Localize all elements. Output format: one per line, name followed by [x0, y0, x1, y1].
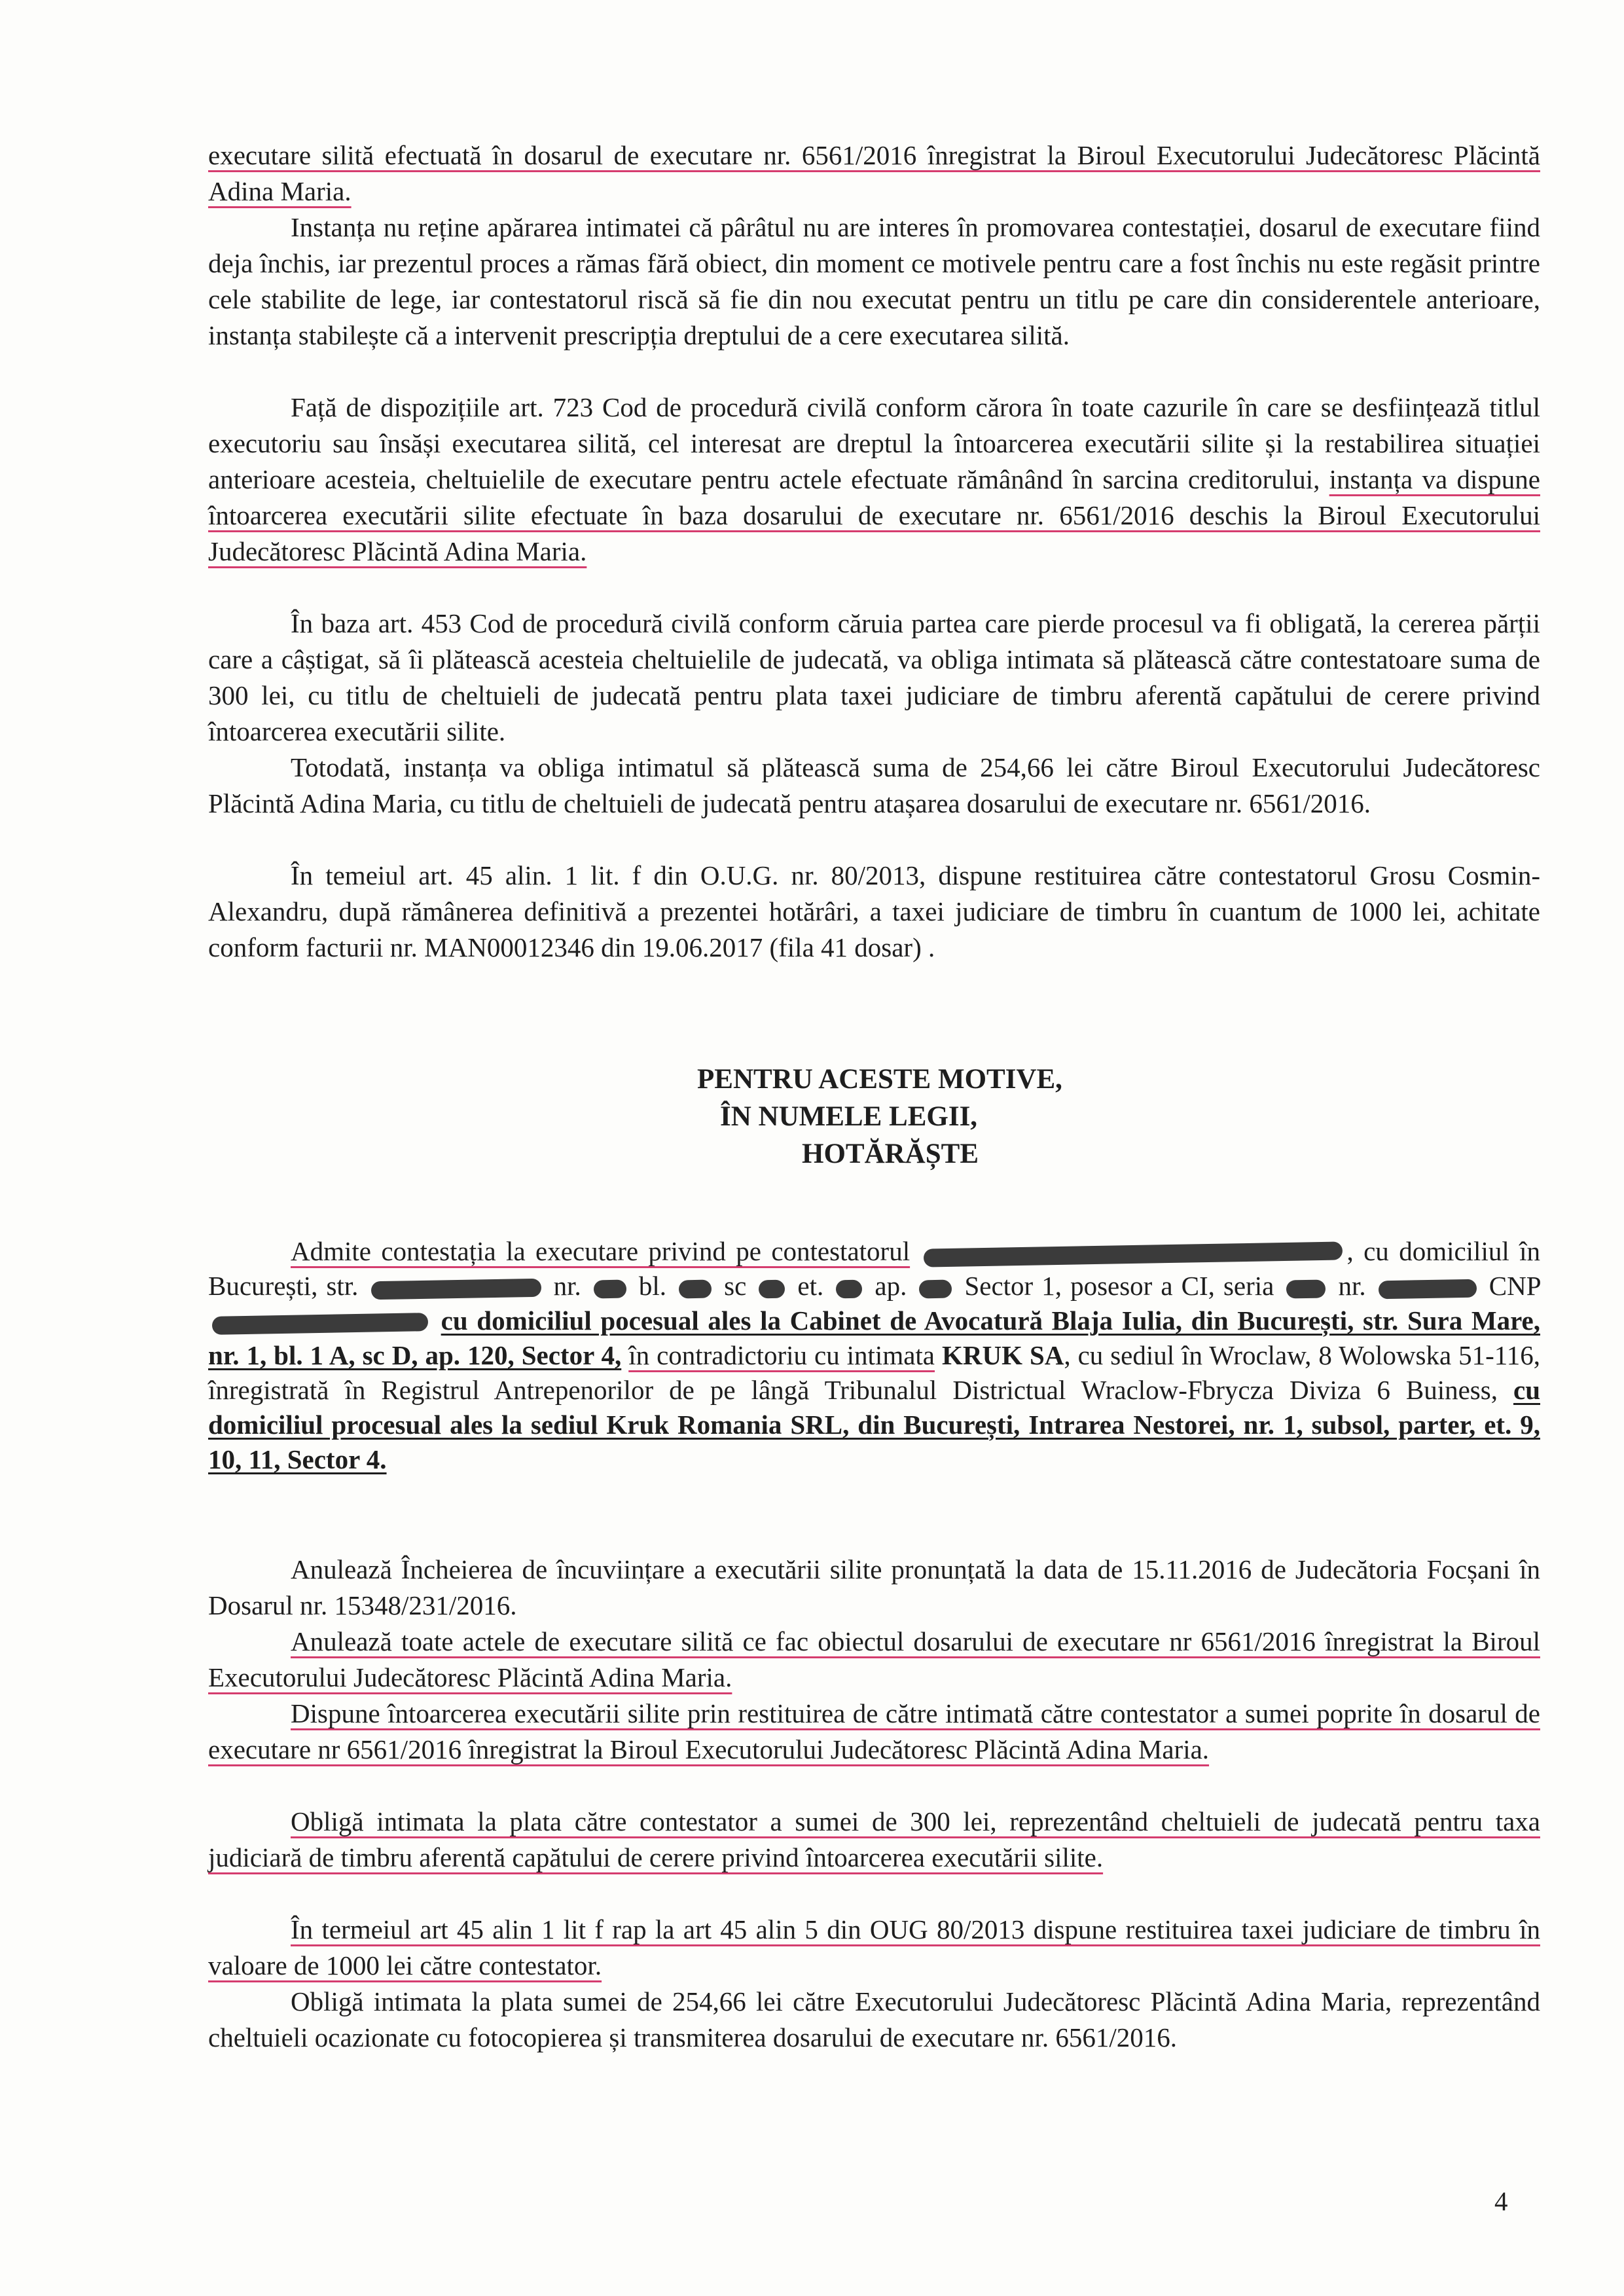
paragraph-art-723	[208, 390, 1540, 570]
redaction-cnp	[212, 1313, 428, 1335]
dispositive-obliga-254: Obligă intimata la plata sumei de 254,66 lei către Executorului Judecătoresc Plăcintă Adina Maria, reprezentând cheltuieli ocazionate cu fotocopierea și transmiterea dosarului de executare nr. 6561/2016.	[208, 1986, 1540, 2052]
paragraph-temeiul: În temeiul art. 45 alin. 1 lit. f din O.U.G. nr. 80/2013, dispune restituirea către contestatorul Grosu Cosmin-Alexandru, după rămânerea definitivă a prezentei hotărâri, a taxei judiciare de timbru în cuantum de 1000 lei, achitate conform facturii nr. MAN00012346 din 19.06.2017 (fila 41 dosar) .	[208, 860, 1540, 962]
redaction-staircase	[759, 1279, 785, 1298]
bold-underlined-text: cu domiciliul procesual ales la sediul Kruk Romania SRL, din București, Intrarea Nestorei, nr. 1, subsol, parter, et. 9, 10, 11, Sector 4.	[208, 1375, 1540, 1474]
dispositive-text: , cu domiciliul în București, str.	[208, 1236, 1541, 1301]
dispositive-text: ap.	[875, 1271, 907, 1301]
paragraph-art-453: În baza art. 453 Cod de procedură civilă conform căruia partea care pierde procesul va fi obligată, la cererea părții care a câștigat, să îi plătească acesteia cheltuielile de judecată, va obliga intimata să plătească către contestatoare suma de 300 lei, cu titlu de cheltuieli de judecată pentru plata taxei judiciare de timbru aferentă capătului de cerere privind întoarcerea executării silite.	[208, 608, 1540, 746]
underlined-text: Anulează toate actele de executare silită ce fac obiectul dosarului de executare nr 6561/2016 înregistrat la Biroul Executorului Judecătoresc Plăcintă Adina Maria.	[208, 1626, 1540, 1692]
page-number: 4	[1494, 2186, 1508, 2216]
dispositive-anuleaza-actele	[208, 1624, 1540, 1696]
bold-underlined-text: cu domiciliul pocesual ales la Cabinet de Avocatură Blaja Iulia, din București, str. Sura Mare, nr. 1, bl. 1 A, sc D, ap. 120, Sector 4,	[208, 1305, 1541, 1370]
paragraph-continuation	[208, 137, 1540, 210]
dispositive-text: nr.	[1338, 1271, 1366, 1301]
paragraph-text: Față de dispozițiile art. 723 Cod de procedură civilă conform cărora în toate cazurile în care se desființează titlul executoriu sau însăși executarea silită, cel interesat are dreptul la întoarcerea executării silite și la restabilirea situației anterioare acesteia, cheltuielile de executare pentru actele efectuate rămânând în sarcina creditorului,	[208, 392, 1540, 494]
dispositive-text: sc	[724, 1271, 747, 1301]
dispositive-admite	[208, 1234, 1540, 1477]
dispositive-text: Sector 1, posesor a CI, seria	[964, 1271, 1274, 1301]
dispositive-intoarcere	[208, 1696, 1540, 1768]
underlined-text: Obligă intimata la plata către contestator a sumei de 300 lei, reprezentând cheltuieli de judecată pentru taxa judiciară de timbru aferentă capătului de cerere privind întoarcerea executării silite.	[208, 1806, 1540, 1872]
heading-hotaraste: HOTĂRĂȘTE	[802, 1139, 979, 1169]
paragraph-instanta: Instanța nu reține apărarea intimatei că pârâtul nu are interes în promovarea contestației, dosarul de executare fiind deja închis, iar prezentul proces a rămas fără obiect, din moment ce motivele pentru care a fost închis nu este regăsit printre cele stabilite de lege, iar contestatorul riscă să fie din nou executat pentru un titlu pe care din considerentele anterioare, instanța stabilește că a intervenit prescripția dreptului de a cere executarea silită.	[208, 212, 1540, 350]
paragraph-totodata: Totodată, instanța va obliga intimatul să plătească suma de 254,66 lei către Biroul Executorului Judecătoresc Plăcintă Adina Maria, cu titlu de cheltuieli de judecată pentru atașarea dosarului de executare nr. 6561/2016.	[208, 752, 1540, 818]
dispositive-text: et.	[797, 1271, 824, 1301]
dispositive-text: bl.	[638, 1271, 666, 1301]
bold-text: KRUK SA	[941, 1340, 1064, 1370]
underlined-text: Admite contestația la executare privind pe contestatorul	[291, 1236, 911, 1266]
underlined-text: În termeiul art 45 alin 1 lit f rap la art 45 alin 5 din OUG 80/2013 dispune restituirea taxei judiciare de timbru în valoare de 1000 lei către contestator.	[208, 1914, 1540, 1980]
redaction-name	[924, 1241, 1343, 1267]
underlined-text: instanța va dispune întoarcerea executării silite efectuate în baza dosarului de executare nr. 6561/2016 deschis la Biroul Executorului Judecătoresc Plăcintă Adina Maria.	[208, 464, 1540, 566]
redaction-id-series	[1286, 1279, 1326, 1298]
dispositive-text: nr.	[553, 1271, 581, 1301]
heading-numele-legii: ÎN NUMELE LEGII,	[720, 1101, 978, 1132]
redaction-street	[370, 1278, 541, 1300]
dispositive-text: , cu sediul în Wroclaw, 8 Wolowska 51-116, înregistrată în Registrul Antrepenorilor de pe lângă Tribunalul Districtual Wraclow-Fbrycza Diviza 6 Buiness,	[208, 1340, 1541, 1405]
dispositive-anuleaza-incheierea: Anulează Încheierea de încuviințare a executării silite pronunțată la data de 15.11.2016 de Judecătoria Focșani în Dosarul nr. 15348/231/2016.	[208, 1554, 1540, 1620]
heading-motive: PENTRU ACESTE MOTIVE,	[697, 1064, 1062, 1095]
dispositive-restituire-taxa	[208, 1912, 1540, 1984]
underlined-text: în contradictoriu cu intimata	[628, 1340, 935, 1370]
redaction-floor	[836, 1279, 862, 1298]
underlined-text: executare silită efectuată în dosarul de executare nr. 6561/2016 înregistrat la Biroul Executorului Judecătoresc Plăcintă Adina Maria.	[208, 140, 1540, 206]
redaction-apartment	[919, 1279, 952, 1298]
redaction-id-number	[1378, 1279, 1476, 1299]
redaction-block	[679, 1279, 712, 1298]
underlined-text: Dispune întoarcerea executării silite prin restituirea de către intimată către contestator a sumei poprite în dosarul de executare nr 6561/2016 înregistrat la Biroul Executorului Judecătoresc Plăcintă Adina Maria.	[208, 1698, 1540, 1764]
redaction-number	[594, 1279, 626, 1298]
dispositive-obliga-300	[208, 1804, 1540, 1876]
dispositive-text: CNP	[1489, 1271, 1541, 1301]
